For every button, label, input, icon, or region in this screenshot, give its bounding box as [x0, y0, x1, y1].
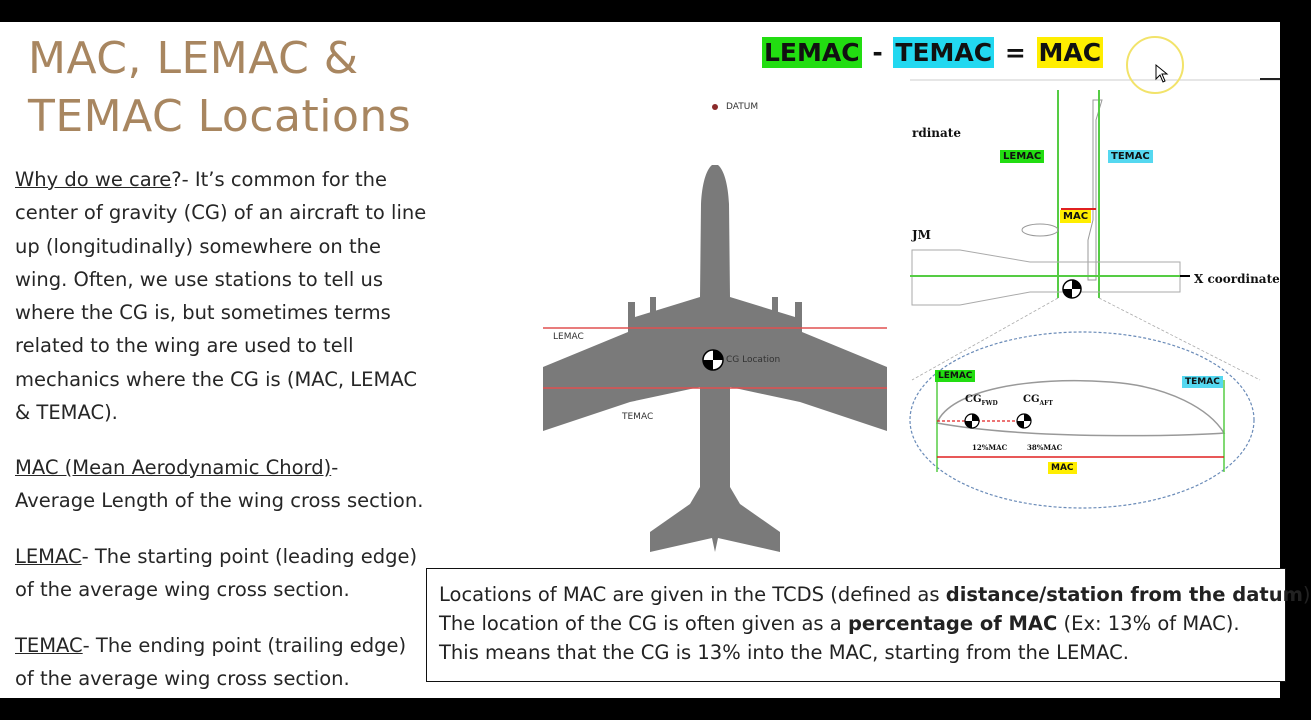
cg-location-label: CG Location	[726, 355, 781, 365]
temac-def-line-2: of the average wing cross section.	[15, 667, 350, 691]
mac-suffix: -	[331, 456, 339, 479]
callout-line-1-bold: distance/station from the datum	[945, 583, 1303, 606]
zoom-line-left	[912, 298, 1058, 380]
airplane-svg	[540, 92, 890, 562]
airfoil-shape	[937, 381, 1224, 436]
why-line-2: center of gravity (CG) of an aircraft to line	[15, 201, 427, 225]
zoom-line-right	[1099, 298, 1260, 380]
x-coordinate-label: X coordinate	[1194, 272, 1280, 286]
airfoil-temac-tag: TEMAC	[1182, 376, 1223, 388]
temac-term: TEMAC	[15, 634, 83, 657]
callout-box	[426, 568, 1311, 682]
engine-outline	[1022, 224, 1058, 236]
title-line-2: TEMAC Locations	[28, 91, 412, 142]
lemac-term: LEMAC	[15, 545, 82, 568]
callout-line-2	[439, 612, 1240, 635]
equation-lemac: LEMAC	[764, 38, 860, 67]
temac-def-line-1: - The ending point (trailing edge)	[82, 634, 407, 657]
mac-equation	[762, 38, 1103, 67]
airfoil-mac-tag: MAC	[1048, 462, 1077, 474]
why-line-5: where the CG is, but sometimes terms	[15, 301, 391, 325]
cg-aft-label	[1023, 394, 1053, 407]
mac-term: MAC (Mean Aerodynamic Chord)	[15, 456, 332, 479]
why-line-4: wing. Often, we use stations to tell us	[15, 267, 384, 291]
why-paragraph	[15, 163, 430, 429]
callout-line-1-post: )	[1302, 583, 1311, 606]
mouse-cursor-icon	[1155, 64, 1169, 84]
lemac-label: LEMAC	[553, 332, 584, 342]
engine-left-outer	[650, 297, 656, 320]
airplane-figure	[540, 92, 890, 562]
why-line-6: related to the wing are used to tell	[15, 334, 354, 358]
callout-line-2-bold: percentage of MAC	[847, 612, 1058, 635]
equation-temac: TEMAC	[895, 38, 993, 67]
equation-minus: -	[872, 38, 883, 67]
slide-title	[28, 30, 448, 146]
temac-label: TEMAC	[622, 412, 654, 422]
mac-definition	[15, 451, 430, 518]
lemac-def-line-2: of the average wing cross section.	[15, 578, 350, 602]
engine-right-outer	[772, 297, 778, 320]
why-term: Why do we care	[15, 168, 172, 191]
mac-def-line-2: Average Length of the wing cross section.	[15, 489, 424, 513]
wing-diagram-svg	[910, 80, 1280, 492]
lemac-def-line-1: - The starting point (leading edge)	[81, 545, 418, 568]
pct38-label: 38%MAC	[1027, 443, 1063, 452]
why-line-3: up (longitudinally) somewhere on the	[15, 234, 381, 258]
lemac-definition	[15, 540, 430, 607]
cg-fwd-text: CG	[965, 394, 982, 405]
pct12-label: 12%MAC	[972, 443, 1008, 452]
fuselage-outline	[912, 250, 1180, 305]
cg-symbol	[703, 350, 723, 370]
mac-wing-diagram	[910, 80, 1280, 492]
cg-fwd-label	[965, 394, 998, 407]
temac-tag: TEMAC	[1108, 150, 1153, 163]
datum-dot	[712, 104, 718, 110]
cg-fwd-symbol	[965, 414, 979, 428]
mac-tag: MAC	[1060, 210, 1091, 223]
datum-partial-label: JM	[912, 228, 931, 242]
why-line-8: & TEMAC).	[15, 401, 118, 425]
equation-equals: =	[1004, 38, 1026, 67]
airfoil-lemac-tag: LEMAC	[935, 370, 975, 382]
title-line-1: MAC, LEMAC &	[28, 33, 359, 84]
cg-aft-sub: AFT	[1039, 400, 1053, 407]
cg-aft-symbol	[1017, 414, 1031, 428]
callout-line-1	[439, 583, 1311, 606]
cg-symbol-diagram	[1063, 280, 1081, 298]
why-line-7: mechanics where the CG is (MAC, LEMAC	[15, 367, 417, 391]
temac-definition	[15, 629, 430, 696]
cg-fwd-sub: FWD	[981, 400, 998, 407]
callout-line-2-post: (Ex: 13% of MAC).	[1057, 612, 1240, 635]
why-line-1: ?- It’s common for the	[171, 168, 387, 191]
slide	[0, 22, 1311, 698]
datum-label: DATUM	[726, 102, 759, 112]
cg-aft-text: CG	[1023, 394, 1040, 405]
callout-line-3: This means that the CG is 13% into the MAC, starting from the LEMAC.	[439, 641, 1129, 664]
coordinate-label: rdinate	[912, 126, 961, 140]
equation-mac: MAC	[1038, 38, 1102, 67]
callout-line-1-pre: Locations of MAC are given in the TCDS (defined as	[439, 583, 946, 606]
lemac-tag: LEMAC	[1000, 150, 1044, 163]
callout-line-2-pre: The location of the CG is often given as a	[439, 612, 848, 635]
